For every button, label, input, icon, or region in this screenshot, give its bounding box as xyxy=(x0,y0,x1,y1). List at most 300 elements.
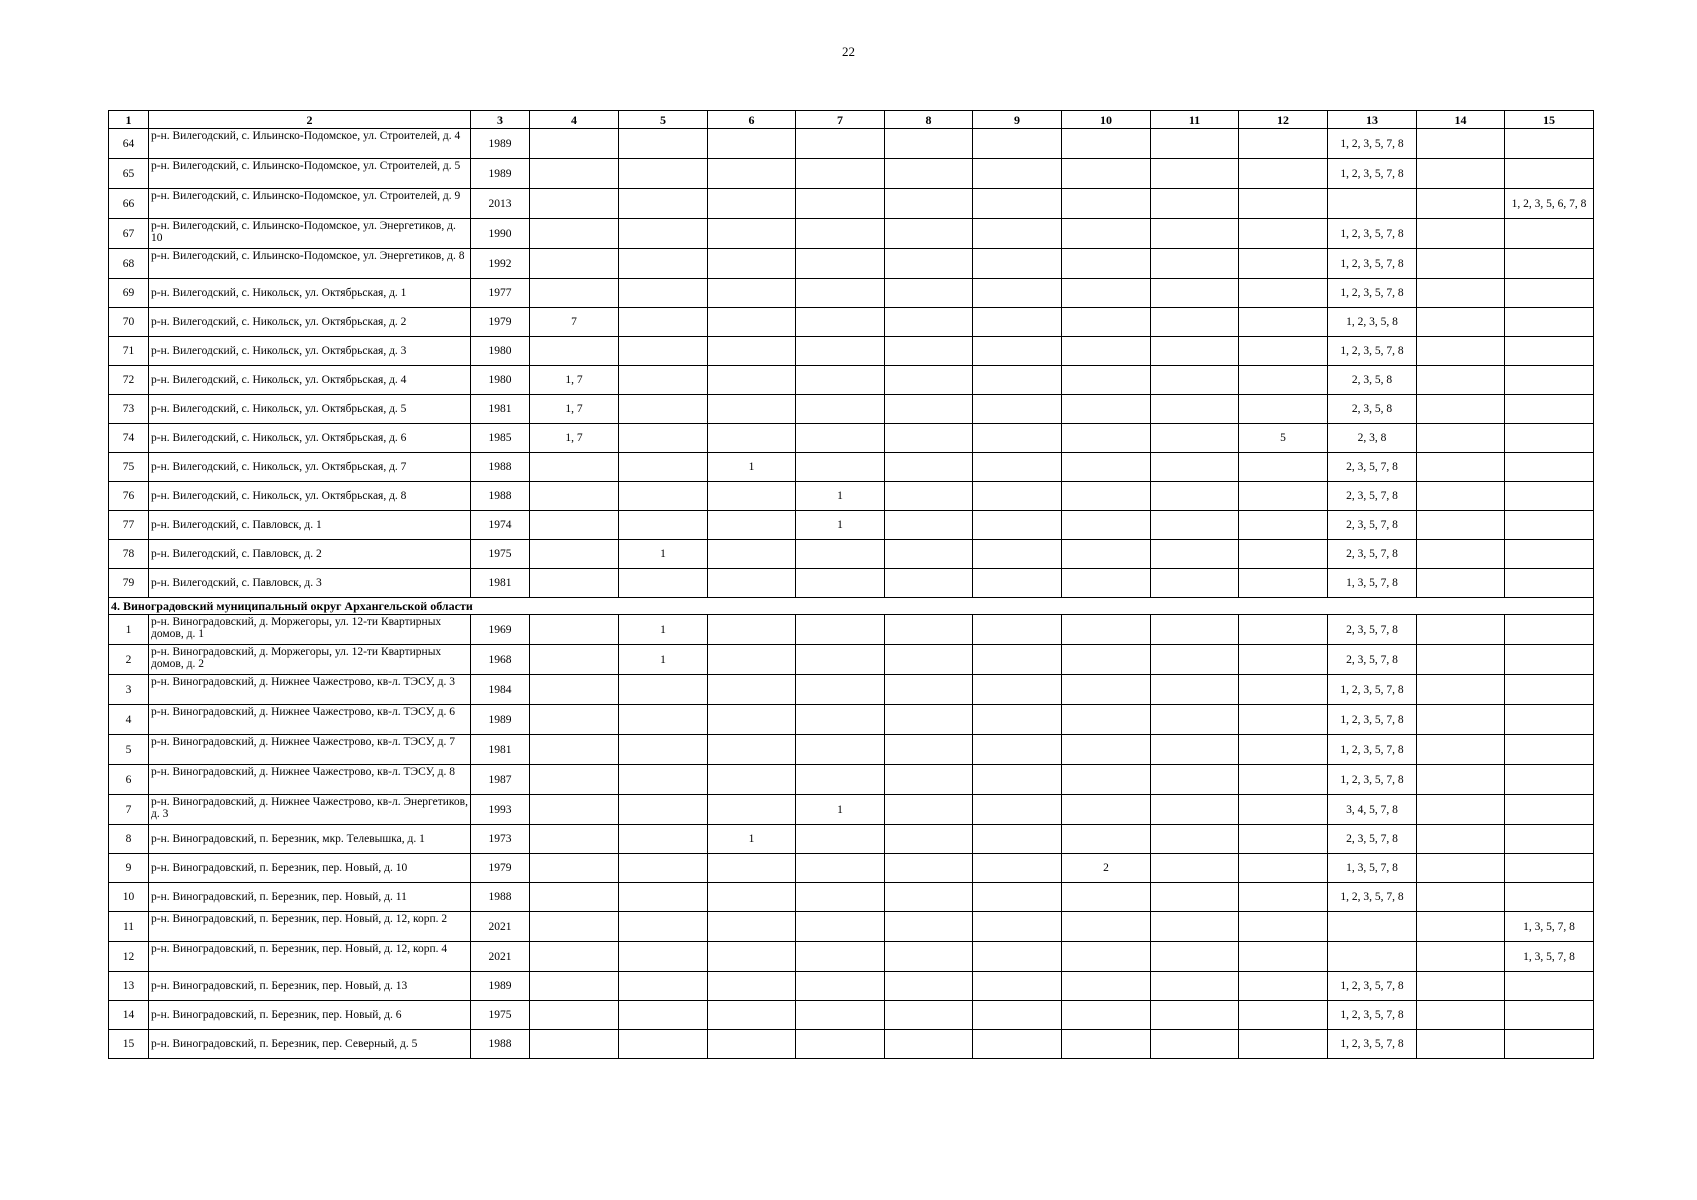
value-cell-col-15 xyxy=(1505,424,1594,453)
value-cell-col-7 xyxy=(796,675,885,705)
value-cell-col-12 xyxy=(1239,249,1328,279)
row-number: 67 xyxy=(109,219,149,249)
value-cell-col-11 xyxy=(1151,1030,1239,1059)
value-cell-col-15 xyxy=(1505,765,1594,795)
address-cell: р-н. Виноградовский, д. Моржегоры, ул. 12-ти Квартирных домов, д. 1 xyxy=(149,615,471,645)
value-cell-col-11 xyxy=(1151,615,1239,645)
value-cell-col-12 xyxy=(1239,337,1328,366)
value-cell-col-7 xyxy=(796,279,885,308)
row-number: 70 xyxy=(109,308,149,337)
value-cell-col-11 xyxy=(1151,189,1239,219)
value-cell-col-12 xyxy=(1239,395,1328,424)
value-cell-col-14 xyxy=(1417,675,1505,705)
table-row xyxy=(109,1030,1594,1059)
value-cell-col-14 xyxy=(1417,735,1505,765)
year-cell: 1989 xyxy=(471,972,530,1001)
value-cell-col-13: 1, 3, 5, 7, 8 xyxy=(1328,854,1417,883)
column-header-5: 5 xyxy=(619,111,708,129)
row-number: 68 xyxy=(109,249,149,279)
value-cell-col-9 xyxy=(973,159,1062,189)
value-cell-col-8 xyxy=(885,675,973,705)
value-cell-col-10 xyxy=(1062,795,1151,825)
value-cell-col-9 xyxy=(973,569,1062,598)
value-cell-col-4 xyxy=(530,705,619,735)
table-row xyxy=(109,249,1594,279)
value-cell-col-14 xyxy=(1417,615,1505,645)
value-cell-col-12 xyxy=(1239,189,1328,219)
value-cell-col-10 xyxy=(1062,765,1151,795)
value-cell-col-12 xyxy=(1239,219,1328,249)
register-table xyxy=(108,110,1594,1059)
value-cell-col-6 xyxy=(708,189,796,219)
value-cell-col-6 xyxy=(708,615,796,645)
value-cell-col-14 xyxy=(1417,511,1505,540)
value-cell-col-9 xyxy=(973,395,1062,424)
value-cell-col-8 xyxy=(885,825,973,854)
value-cell-col-13: 2, 3, 5, 7, 8 xyxy=(1328,645,1417,675)
year-cell: 1989 xyxy=(471,705,530,735)
value-cell-col-9 xyxy=(973,540,1062,569)
table-row xyxy=(109,615,1594,645)
value-cell-col-8 xyxy=(885,854,973,883)
value-cell-col-15 xyxy=(1505,1001,1594,1030)
year-cell: 1985 xyxy=(471,424,530,453)
value-cell-col-9 xyxy=(973,482,1062,511)
address-cell: р-н. Вилегодский, с. Павловск, д. 3 xyxy=(149,569,471,598)
value-cell-col-8 xyxy=(885,308,973,337)
value-cell-col-8 xyxy=(885,249,973,279)
value-cell-col-15 xyxy=(1505,337,1594,366)
address-cell: р-н. Вилегодский, с. Никольск, ул. Октябрьская, д. 5 xyxy=(149,395,471,424)
address-cell: р-н. Вилегодский, с. Никольск, ул. Октябрьская, д. 3 xyxy=(149,337,471,366)
value-cell-col-14 xyxy=(1417,795,1505,825)
value-cell-col-6 xyxy=(708,705,796,735)
address-cell: р-н. Виноградовский, п. Березник, пер. Новый, д. 12, корп. 2 xyxy=(149,912,471,942)
value-cell-col-11 xyxy=(1151,645,1239,675)
value-cell-col-11 xyxy=(1151,337,1239,366)
value-cell-col-7 xyxy=(796,765,885,795)
value-cell-col-5 xyxy=(619,482,708,511)
value-cell-col-8 xyxy=(885,912,973,942)
value-cell-col-5 xyxy=(619,825,708,854)
value-cell-col-11 xyxy=(1151,765,1239,795)
value-cell-col-13: 1, 2, 3, 5, 7, 8 xyxy=(1328,765,1417,795)
value-cell-col-10 xyxy=(1062,1001,1151,1030)
value-cell-col-8 xyxy=(885,453,973,482)
value-cell-col-11 xyxy=(1151,395,1239,424)
value-cell-col-15 xyxy=(1505,645,1594,675)
value-cell-col-14 xyxy=(1417,765,1505,795)
value-cell-col-5 xyxy=(619,1001,708,1030)
value-cell-col-5 xyxy=(619,854,708,883)
table-row xyxy=(109,366,1594,395)
table-row xyxy=(109,540,1594,569)
value-cell-col-13: 1, 2, 3, 5, 7, 8 xyxy=(1328,883,1417,912)
value-cell-col-6 xyxy=(708,883,796,912)
value-cell-col-8 xyxy=(885,942,973,972)
value-cell-col-5 xyxy=(619,765,708,795)
value-cell-col-7 xyxy=(796,308,885,337)
value-cell-col-10 xyxy=(1062,337,1151,366)
value-cell-col-10 xyxy=(1062,912,1151,942)
value-cell-col-10 xyxy=(1062,511,1151,540)
value-cell-col-5 xyxy=(619,219,708,249)
year-cell: 1969 xyxy=(471,615,530,645)
value-cell-col-5 xyxy=(619,308,708,337)
value-cell-col-11 xyxy=(1151,540,1239,569)
value-cell-col-5: 1 xyxy=(619,540,708,569)
value-cell-col-7 xyxy=(796,129,885,159)
row-number: 14 xyxy=(109,1001,149,1030)
address-cell: р-н. Виноградовский, д. Нижнее Чажестрово, кв-л. ТЭСУ, д. 6 xyxy=(149,705,471,735)
value-cell-col-12 xyxy=(1239,1001,1328,1030)
value-cell-col-7 xyxy=(796,219,885,249)
value-cell-col-14 xyxy=(1417,219,1505,249)
year-cell: 1989 xyxy=(471,129,530,159)
value-cell-col-15 xyxy=(1505,1030,1594,1059)
value-cell-col-14 xyxy=(1417,705,1505,735)
value-cell-col-13: 1, 2, 3, 5, 7, 8 xyxy=(1328,219,1417,249)
value-cell-col-15 xyxy=(1505,675,1594,705)
value-cell-col-8 xyxy=(885,569,973,598)
value-cell-col-14 xyxy=(1417,424,1505,453)
value-cell-col-6 xyxy=(708,854,796,883)
table-body xyxy=(109,129,1594,1059)
value-cell-col-4 xyxy=(530,912,619,942)
value-cell-col-13: 1, 2, 3, 5, 7, 8 xyxy=(1328,675,1417,705)
row-number: 73 xyxy=(109,395,149,424)
value-cell-col-9 xyxy=(973,249,1062,279)
value-cell-col-11 xyxy=(1151,705,1239,735)
value-cell-col-5 xyxy=(619,883,708,912)
value-cell-col-8 xyxy=(885,511,973,540)
row-number: 6 xyxy=(109,765,149,795)
value-cell-col-13: 1, 2, 3, 5, 7, 8 xyxy=(1328,279,1417,308)
value-cell-col-15 xyxy=(1505,129,1594,159)
value-cell-col-9 xyxy=(973,424,1062,453)
value-cell-col-15 xyxy=(1505,795,1594,825)
value-cell-col-5: 1 xyxy=(619,615,708,645)
value-cell-col-6 xyxy=(708,424,796,453)
column-header-1: 1 xyxy=(109,111,149,129)
table-row xyxy=(109,569,1594,598)
value-cell-col-11 xyxy=(1151,279,1239,308)
address-cell: р-н. Вилегодский, с. Никольск, ул. Октябрьская, д. 4 xyxy=(149,366,471,395)
value-cell-col-9 xyxy=(973,645,1062,675)
value-cell-col-6 xyxy=(708,735,796,765)
value-cell-col-5 xyxy=(619,366,708,395)
value-cell-col-10 xyxy=(1062,1030,1151,1059)
value-cell-col-7 xyxy=(796,453,885,482)
value-cell-col-11 xyxy=(1151,912,1239,942)
value-cell-col-11 xyxy=(1151,453,1239,482)
value-cell-col-12 xyxy=(1239,279,1328,308)
value-cell-col-12 xyxy=(1239,735,1328,765)
value-cell-col-7 xyxy=(796,1001,885,1030)
value-cell-col-13: 2, 3, 5, 7, 8 xyxy=(1328,511,1417,540)
value-cell-col-15 xyxy=(1505,453,1594,482)
value-cell-col-13 xyxy=(1328,912,1417,942)
address-cell: р-н. Вилегодский, с. Ильинско-Подомское, ул. Строителей, д. 5 xyxy=(149,159,471,189)
page-number: 22 xyxy=(842,44,855,59)
value-cell-col-12: 5 xyxy=(1239,424,1328,453)
value-cell-col-6 xyxy=(708,337,796,366)
row-number: 8 xyxy=(109,825,149,854)
value-cell-col-12 xyxy=(1239,308,1328,337)
row-number: 71 xyxy=(109,337,149,366)
value-cell-col-7 xyxy=(796,395,885,424)
address-cell: р-н. Вилегодский, с. Павловск, д. 2 xyxy=(149,540,471,569)
value-cell-col-12 xyxy=(1239,942,1328,972)
value-cell-col-14 xyxy=(1417,189,1505,219)
value-cell-col-9 xyxy=(973,795,1062,825)
value-cell-col-4 xyxy=(530,795,619,825)
value-cell-col-4 xyxy=(530,675,619,705)
value-cell-col-6 xyxy=(708,942,796,972)
value-cell-col-9 xyxy=(973,972,1062,1001)
value-cell-col-13: 1, 2, 3, 5, 7, 8 xyxy=(1328,337,1417,366)
address-cell: р-н. Виноградовский, п. Березник, пер. Новый, д. 12, корп. 4 xyxy=(149,942,471,972)
section-header-row xyxy=(109,598,1594,615)
value-cell-col-6 xyxy=(708,308,796,337)
value-cell-col-4 xyxy=(530,219,619,249)
value-cell-col-7: 1 xyxy=(796,795,885,825)
value-cell-col-12 xyxy=(1239,765,1328,795)
year-cell: 1981 xyxy=(471,395,530,424)
value-cell-col-8 xyxy=(885,735,973,765)
value-cell-col-9 xyxy=(973,705,1062,735)
row-number: 79 xyxy=(109,569,149,598)
value-cell-col-5 xyxy=(619,705,708,735)
value-cell-col-10 xyxy=(1062,129,1151,159)
table-row xyxy=(109,129,1594,159)
value-cell-col-10 xyxy=(1062,219,1151,249)
value-cell-col-10: 2 xyxy=(1062,854,1151,883)
year-cell: 1975 xyxy=(471,1001,530,1030)
value-cell-col-14 xyxy=(1417,825,1505,854)
value-cell-col-11 xyxy=(1151,366,1239,395)
value-cell-col-5 xyxy=(619,453,708,482)
value-cell-col-14 xyxy=(1417,912,1505,942)
year-cell: 1988 xyxy=(471,1030,530,1059)
value-cell-col-4 xyxy=(530,482,619,511)
value-cell-col-6 xyxy=(708,569,796,598)
value-cell-col-12 xyxy=(1239,366,1328,395)
value-cell-col-13: 1, 2, 3, 5, 7, 8 xyxy=(1328,159,1417,189)
column-header-4: 4 xyxy=(530,111,619,129)
row-number: 11 xyxy=(109,912,149,942)
value-cell-col-11 xyxy=(1151,735,1239,765)
address-cell: р-н. Виноградовский, п. Березник, пер. Новый, д. 13 xyxy=(149,972,471,1001)
value-cell-col-13: 2, 3, 5, 7, 8 xyxy=(1328,825,1417,854)
value-cell-col-9 xyxy=(973,942,1062,972)
value-cell-col-15 xyxy=(1505,395,1594,424)
row-number: 72 xyxy=(109,366,149,395)
value-cell-col-12 xyxy=(1239,569,1328,598)
address-cell: р-н. Вилегодский, с. Ильинско-Подомское, ул. Энергетиков, д. 10 xyxy=(149,219,471,249)
value-cell-col-13: 1, 2, 3, 5, 7, 8 xyxy=(1328,1001,1417,1030)
value-cell-col-4 xyxy=(530,189,619,219)
year-cell: 1981 xyxy=(471,735,530,765)
value-cell-col-10 xyxy=(1062,395,1151,424)
column-header-6: 6 xyxy=(708,111,796,129)
year-cell: 1988 xyxy=(471,482,530,511)
value-cell-col-6 xyxy=(708,540,796,569)
value-cell-col-6 xyxy=(708,765,796,795)
value-cell-col-11 xyxy=(1151,569,1239,598)
value-cell-col-10 xyxy=(1062,825,1151,854)
value-cell-col-13 xyxy=(1328,189,1417,219)
row-number: 64 xyxy=(109,129,149,159)
value-cell-col-8 xyxy=(885,189,973,219)
value-cell-col-6 xyxy=(708,159,796,189)
value-cell-col-11 xyxy=(1151,972,1239,1001)
value-cell-col-10 xyxy=(1062,675,1151,705)
value-cell-col-4 xyxy=(530,883,619,912)
value-cell-col-9 xyxy=(973,129,1062,159)
value-cell-col-9 xyxy=(973,883,1062,912)
value-cell-col-10 xyxy=(1062,308,1151,337)
value-cell-col-12 xyxy=(1239,453,1328,482)
value-cell-col-8 xyxy=(885,129,973,159)
value-cell-col-6 xyxy=(708,511,796,540)
value-cell-col-15 xyxy=(1505,219,1594,249)
value-cell-col-13 xyxy=(1328,942,1417,972)
value-cell-col-5 xyxy=(619,972,708,1001)
value-cell-col-9 xyxy=(973,308,1062,337)
table-row xyxy=(109,972,1594,1001)
value-cell-col-11 xyxy=(1151,129,1239,159)
value-cell-col-14 xyxy=(1417,453,1505,482)
value-cell-col-11 xyxy=(1151,825,1239,854)
value-cell-col-14 xyxy=(1417,540,1505,569)
value-cell-col-10 xyxy=(1062,942,1151,972)
value-cell-col-14 xyxy=(1417,942,1505,972)
value-cell-col-12 xyxy=(1239,825,1328,854)
value-cell-col-7 xyxy=(796,366,885,395)
value-cell-col-5 xyxy=(619,912,708,942)
value-cell-col-11 xyxy=(1151,308,1239,337)
value-cell-col-12 xyxy=(1239,972,1328,1001)
value-cell-col-9 xyxy=(973,765,1062,795)
value-cell-col-10 xyxy=(1062,645,1151,675)
row-number: 69 xyxy=(109,279,149,308)
value-cell-col-10 xyxy=(1062,705,1151,735)
column-header-10: 10 xyxy=(1062,111,1151,129)
value-cell-col-15 xyxy=(1505,366,1594,395)
value-cell-col-10 xyxy=(1062,279,1151,308)
value-cell-col-4 xyxy=(530,569,619,598)
value-cell-col-6 xyxy=(708,395,796,424)
value-cell-col-8 xyxy=(885,337,973,366)
value-cell-col-13: 1, 2, 3, 5, 7, 8 xyxy=(1328,129,1417,159)
value-cell-col-7 xyxy=(796,159,885,189)
value-cell-col-15 xyxy=(1505,511,1594,540)
value-cell-col-7 xyxy=(796,972,885,1001)
value-cell-col-8 xyxy=(885,883,973,912)
address-cell: р-н. Виноградовский, д. Нижнее Чажестрово, кв-л. ТЭСУ, д. 8 xyxy=(149,765,471,795)
table-row xyxy=(109,645,1594,675)
value-cell-col-15 xyxy=(1505,883,1594,912)
value-cell-col-9 xyxy=(973,366,1062,395)
value-cell-col-14 xyxy=(1417,482,1505,511)
value-cell-col-8 xyxy=(885,395,973,424)
table-row xyxy=(109,1001,1594,1030)
value-cell-col-4 xyxy=(530,540,619,569)
value-cell-col-4: 1, 7 xyxy=(530,395,619,424)
row-number: 1 xyxy=(109,615,149,645)
value-cell-col-8 xyxy=(885,765,973,795)
value-cell-col-4 xyxy=(530,854,619,883)
value-cell-col-9 xyxy=(973,735,1062,765)
address-cell: р-н. Вилегодский, с. Никольск, ул. Октябрьская, д. 2 xyxy=(149,308,471,337)
value-cell-col-13: 2, 3, 8 xyxy=(1328,424,1417,453)
value-cell-col-5 xyxy=(619,1030,708,1059)
value-cell-col-13: 1, 2, 3, 5, 7, 8 xyxy=(1328,705,1417,735)
value-cell-col-8 xyxy=(885,482,973,511)
value-cell-col-12 xyxy=(1239,482,1328,511)
row-number: 3 xyxy=(109,675,149,705)
row-number: 10 xyxy=(109,883,149,912)
address-cell: р-н. Вилегодский, с. Ильинско-Подомское, ул. Строителей, д. 9 xyxy=(149,189,471,219)
value-cell-col-5 xyxy=(619,795,708,825)
address-cell: р-н. Вилегодский, с. Ильинско-Подомское, ул. Энергетиков, д. 8 xyxy=(149,249,471,279)
value-cell-col-8 xyxy=(885,1001,973,1030)
value-cell-col-7 xyxy=(796,424,885,453)
year-cell: 1977 xyxy=(471,279,530,308)
value-cell-col-13: 3, 4, 5, 7, 8 xyxy=(1328,795,1417,825)
value-cell-col-7 xyxy=(796,540,885,569)
value-cell-col-12 xyxy=(1239,129,1328,159)
value-cell-col-11 xyxy=(1151,424,1239,453)
value-cell-col-12 xyxy=(1239,615,1328,645)
value-cell-col-10 xyxy=(1062,569,1151,598)
value-cell-col-8 xyxy=(885,159,973,189)
value-cell-col-15 xyxy=(1505,825,1594,854)
value-cell-col-7 xyxy=(796,645,885,675)
value-cell-col-15 xyxy=(1505,705,1594,735)
value-cell-col-10 xyxy=(1062,540,1151,569)
value-cell-col-13: 2, 3, 5, 8 xyxy=(1328,395,1417,424)
value-cell-col-7 xyxy=(796,249,885,279)
value-cell-col-11 xyxy=(1151,511,1239,540)
value-cell-col-10 xyxy=(1062,482,1151,511)
row-number: 65 xyxy=(109,159,149,189)
table-row xyxy=(109,189,1594,219)
year-cell: 1981 xyxy=(471,569,530,598)
year-cell: 1988 xyxy=(471,453,530,482)
value-cell-col-11 xyxy=(1151,482,1239,511)
value-cell-col-6 xyxy=(708,219,796,249)
value-cell-col-7 xyxy=(796,189,885,219)
value-cell-col-14 xyxy=(1417,883,1505,912)
value-cell-col-15 xyxy=(1505,279,1594,308)
value-cell-col-7 xyxy=(796,1030,885,1059)
value-cell-col-12 xyxy=(1239,883,1328,912)
address-cell: р-н. Виноградовский, п. Березник, пер. Северный, д. 5 xyxy=(149,1030,471,1059)
table-row xyxy=(109,825,1594,854)
value-cell-col-13: 1, 2, 3, 5, 7, 8 xyxy=(1328,735,1417,765)
value-cell-col-4 xyxy=(530,511,619,540)
value-cell-col-14 xyxy=(1417,1030,1505,1059)
value-cell-col-4 xyxy=(530,129,619,159)
value-cell-col-6 xyxy=(708,972,796,1001)
row-number: 78 xyxy=(109,540,149,569)
value-cell-col-4: 1, 7 xyxy=(530,366,619,395)
year-cell: 1973 xyxy=(471,825,530,854)
value-cell-col-5 xyxy=(619,159,708,189)
value-cell-col-15: 1, 3, 5, 7, 8 xyxy=(1505,942,1594,972)
